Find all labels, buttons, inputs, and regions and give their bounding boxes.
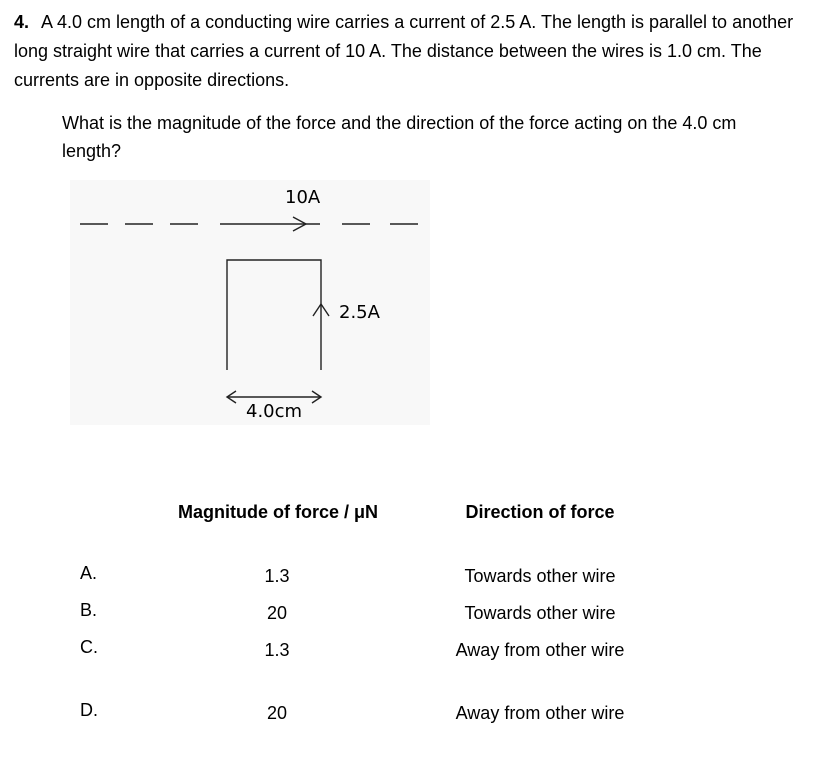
option-a-magnitude: 1.3 [264,566,290,586]
option-d-direction: Away from other wire [455,703,625,723]
question-number: 4. [14,12,30,32]
option-letter-a: A. [80,563,98,583]
option-d-magnitude: 20 [266,703,288,723]
option-letter-c: C. [80,637,98,657]
option-letter-d: D. [80,700,98,720]
magnitude-header: Magnitude of force / μN [178,502,379,522]
wire-diagram [70,180,430,425]
short-wire-current-label: 2.5A [339,302,380,323]
option-c-direction: Away from other wire [455,640,625,660]
option-a-direction: Towards other wire [464,566,616,586]
direction-header: Direction of force [465,502,615,522]
question-stem [14,8,804,95]
long-wire-current-label: 10A [285,187,321,208]
question-prompt: What is the magnitude of the force and the direction of the force acting on the 4.0 cm length? [62,113,737,161]
option-letter-b: B. [80,600,98,620]
question-stem-text: A 4.0 cm length of a conducting wire carries a current of 2.5 A. The length is parallel to another long straight wire that carries a current of 10 A. The distance between the wires is 1.0 cm. The currents are in opposite directions. [14,12,794,90]
option-c-magnitude: 1.3 [264,640,290,660]
option-b-direction: Towards other wire [464,603,616,623]
length-label: 4.0cm [246,401,303,422]
conducting-wire-loop [227,260,321,370]
option-b-magnitude: 20 [266,603,288,623]
